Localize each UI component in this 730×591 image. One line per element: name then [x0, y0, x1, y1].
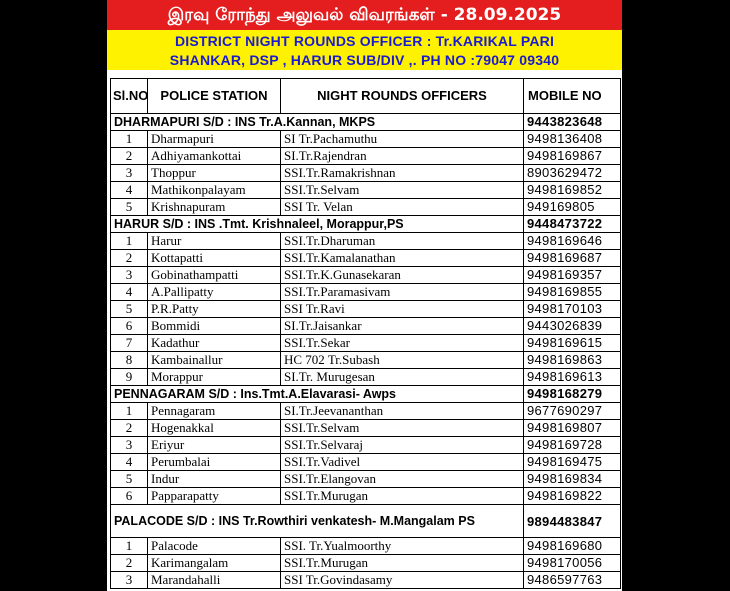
officer-cell: SSI.Tr.Vadivel — [281, 454, 524, 471]
mobile-cell: 9443026839 — [524, 318, 621, 335]
table-row — [111, 148, 621, 165]
table-row — [111, 403, 621, 420]
officer-cell: SSI.Tr.Paramasivam — [281, 284, 524, 301]
table-row — [111, 318, 621, 335]
row-number: 1 — [111, 403, 148, 420]
section-title: PENNAGARAM S/D : Ins.Tmt.A.Elavarasi- Awps — [111, 386, 524, 403]
table-row — [111, 165, 621, 182]
mobile-cell: 9498169680 — [524, 538, 621, 555]
table-row — [111, 267, 621, 284]
row-number: 2 — [111, 555, 148, 572]
row-number: 2 — [111, 250, 148, 267]
officer-cell: SSI.Tr.Sekar — [281, 335, 524, 352]
police-station-cell: Mathikonpalayam — [148, 182, 281, 199]
section-header-row — [111, 386, 621, 403]
mobile-cell: 8903629472 — [524, 165, 621, 182]
mobile-cell: 9498169852 — [524, 182, 621, 199]
officer-cell: SSI Tr.Govindasamy — [281, 572, 524, 589]
police-station-cell: Papparapatty — [148, 488, 281, 505]
table-row — [111, 420, 621, 437]
section-header-row — [111, 114, 621, 131]
table-header-row — [111, 79, 621, 114]
officer-cell: SSI.Tr.Murugan — [281, 488, 524, 505]
section-header-row — [111, 505, 621, 538]
police-station-cell: A.Pallipatty — [148, 284, 281, 301]
mobile-cell: 9498136408 — [524, 131, 621, 148]
police-station-cell: Dharmapuri — [148, 131, 281, 148]
row-number: 6 — [111, 488, 148, 505]
police-station-cell: Kambainallur — [148, 352, 281, 369]
table-row — [111, 352, 621, 369]
mobile-cell: 9498169834 — [524, 471, 621, 488]
row-number: 1 — [111, 233, 148, 250]
police-station-cell: Palacode — [148, 538, 281, 555]
row-number: 4 — [111, 284, 148, 301]
officer-cell: SSI.Tr.Elangovan — [281, 471, 524, 488]
row-number: 3 — [111, 165, 148, 182]
row-number: 6 — [111, 318, 148, 335]
table-row — [111, 335, 621, 352]
police-station-cell: Hogenakkal — [148, 420, 281, 437]
table-body — [111, 114, 621, 589]
police-station-cell: Morappur — [148, 369, 281, 386]
section-title: HARUR S/D : INS .Tmt. Krishnaleel, Morappur,PS — [111, 216, 524, 233]
police-station-cell: Thoppur — [148, 165, 281, 182]
row-number: 5 — [111, 471, 148, 488]
row-number: 3 — [111, 572, 148, 589]
section-title: DHARMAPURI S/D : INS Tr.A.Kannan, MKPS — [111, 114, 524, 131]
officer-cell: SI.Tr. Murugesan — [281, 369, 524, 386]
table-row — [111, 488, 621, 505]
section-mobile: 9894483847 — [524, 505, 621, 538]
officer-cell: SSI.Tr.K.Gunasekaran — [281, 267, 524, 284]
officer-cell: SSI.Tr.Kamalanathan — [281, 250, 524, 267]
district-officer-banner — [107, 30, 622, 70]
mobile-cell: 9498169646 — [524, 233, 621, 250]
officer-cell: SSI.Tr.Selvaraj — [281, 437, 524, 454]
table-row — [111, 555, 621, 572]
police-station-cell: Perumbalai — [148, 454, 281, 471]
row-number: 8 — [111, 352, 148, 369]
officer-cell: SI.Tr.Rajendran — [281, 148, 524, 165]
police-station-cell: Bommidi — [148, 318, 281, 335]
mobile-cell: 949169805 — [524, 199, 621, 216]
table-row — [111, 250, 621, 267]
header-night-rounds-officers: NIGHT ROUNDS OFFICERS — [281, 79, 524, 114]
police-station-cell: Marandahalli — [148, 572, 281, 589]
row-number: 3 — [111, 437, 148, 454]
table-row — [111, 301, 621, 318]
section-title: PALACODE S/D : INS Tr.Rowthiri venkatesh- M.Mangalam PS — [111, 505, 524, 538]
row-number: 4 — [111, 454, 148, 471]
row-number: 1 — [111, 131, 148, 148]
table-row — [111, 199, 621, 216]
mobile-cell: 9486597763 — [524, 572, 621, 589]
mobile-cell: 9498169475 — [524, 454, 621, 471]
table-row — [111, 471, 621, 488]
officer-cell: SI.Tr.Jeevananthan — [281, 403, 524, 420]
mobile-cell: 9498170056 — [524, 555, 621, 572]
police-station-cell: Gobinathampatti — [148, 267, 281, 284]
page-title: இரவு ரோந்து அலுவல் விவரங்கள் - 28.09.2025 — [107, 0, 622, 30]
officer-cell: SSI Tr. Velan — [281, 199, 524, 216]
mobile-cell: 9498169863 — [524, 352, 621, 369]
officer-cell: SSI.Tr.Selvam — [281, 182, 524, 199]
night-rounds-table — [110, 78, 621, 589]
police-station-cell: Kadathur — [148, 335, 281, 352]
mobile-cell: 9498169822 — [524, 488, 621, 505]
row-number: 7 — [111, 335, 148, 352]
section-header-row — [111, 216, 621, 233]
row-number: 5 — [111, 199, 148, 216]
table-row — [111, 454, 621, 471]
table-row — [111, 538, 621, 555]
header-mobile-no: MOBILE NO — [524, 79, 621, 114]
mobile-cell: 9498169687 — [524, 250, 621, 267]
row-number: 2 — [111, 148, 148, 165]
mobile-cell: 9677690297 — [524, 403, 621, 420]
officer-cell: SSI Tr.Ravi — [281, 301, 524, 318]
row-number: 3 — [111, 267, 148, 284]
officer-cell: SSI.Tr.Dharuman — [281, 233, 524, 250]
police-station-cell: Karimangalam — [148, 555, 281, 572]
officer-cell: SSI. Tr.Yualmoorthy — [281, 538, 524, 555]
row-number: 1 — [111, 538, 148, 555]
police-station-cell: Harur — [148, 233, 281, 250]
row-number: 5 — [111, 301, 148, 318]
mobile-cell: 9498169613 — [524, 369, 621, 386]
row-number: 2 — [111, 420, 148, 437]
table-row — [111, 572, 621, 589]
police-station-cell: Pennagaram — [148, 403, 281, 420]
mobile-cell: 9498169807 — [524, 420, 621, 437]
header-police-station: POLICE STATION — [148, 79, 281, 114]
row-number: 9 — [111, 369, 148, 386]
section-mobile: 9448473722 — [524, 216, 621, 233]
mobile-cell: 9498169728 — [524, 437, 621, 454]
table-row — [111, 369, 621, 386]
row-number: 4 — [111, 182, 148, 199]
header-slno: Sl.NO — [111, 79, 148, 114]
mobile-cell: 9498169855 — [524, 284, 621, 301]
police-station-cell: Krishnapuram — [148, 199, 281, 216]
mobile-cell: 9498169615 — [524, 335, 621, 352]
mobile-cell: 9498170103 — [524, 301, 621, 318]
mobile-cell: 9498169867 — [524, 148, 621, 165]
officer-cell: HC 702 Tr.Subash — [281, 352, 524, 369]
table-row — [111, 131, 621, 148]
table-row — [111, 233, 621, 250]
mobile-cell: 9498169357 — [524, 267, 621, 284]
police-station-cell: Adhiyamankottai — [148, 148, 281, 165]
table-row — [111, 284, 621, 301]
officer-cell: SSI.Tr.Selvam — [281, 420, 524, 437]
officer-cell: SSI.Tr.Murugan — [281, 555, 524, 572]
police-station-cell: P.R.Patty — [148, 301, 281, 318]
officer-cell: SSI.Tr.Ramakrishnan — [281, 165, 524, 182]
section-mobile: 9498168279 — [524, 386, 621, 403]
table-row — [111, 182, 621, 199]
officer-cell: SI.Tr.Jaisankar — [281, 318, 524, 335]
district-officer-line-2: SHANKAR, DSP , HARUR SUB/DIV ,. PH NO :79047 09340 — [169, 52, 560, 68]
officer-cell: SI Tr.Pachamuthu — [281, 131, 524, 148]
district-officer-line-1: DISTRICT NIGHT ROUNDS OFFICER : Tr.KARIKAL PARI — [174, 33, 555, 49]
police-station-cell: Indur — [148, 471, 281, 488]
section-mobile: 9443823648 — [524, 114, 621, 131]
document-sheet — [107, 0, 622, 591]
table-row — [111, 437, 621, 454]
police-station-cell: Eriyur — [148, 437, 281, 454]
police-station-cell: Kottapatti — [148, 250, 281, 267]
